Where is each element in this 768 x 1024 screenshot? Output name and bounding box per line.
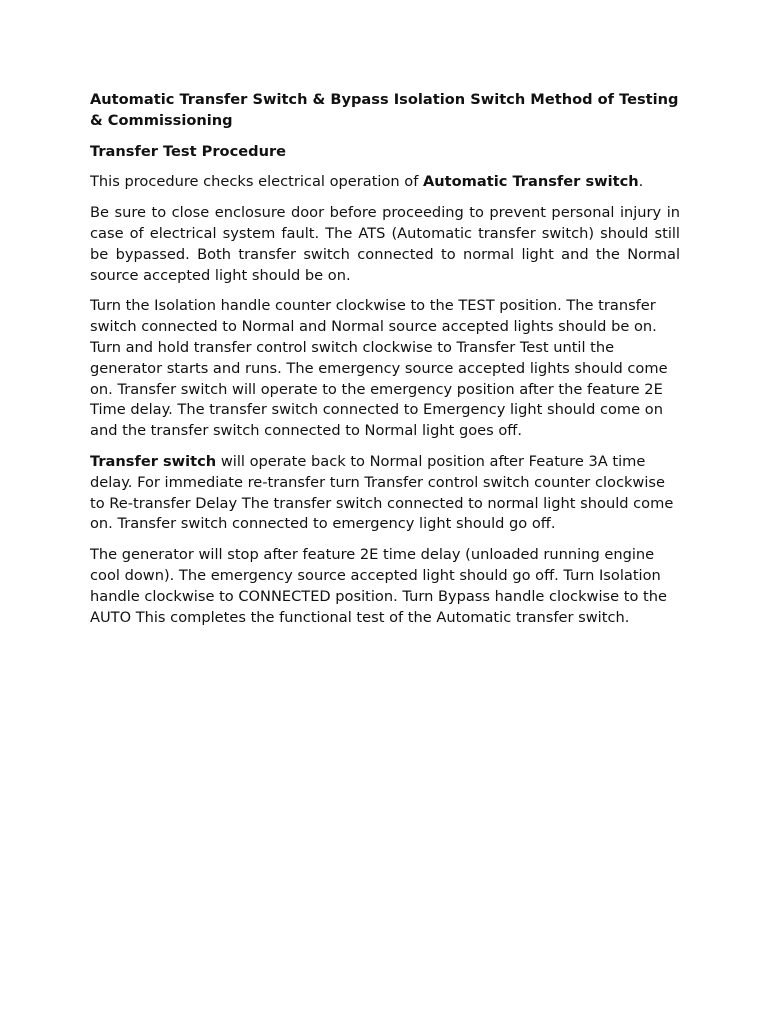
- test-paragraph: Turn the Isolation handle counter clockwise to the TEST position. The transfer switch connected to Normal and Normal source accepted lights should be on. Turn and hold transfer control switch clockwise to Transfer Test until the generator starts and runs. The emergency source accepted lights should come on. Transfer switch will operate to the emergency position after the feature 2E Time delay. The transfer switch connected to Emergency light should come on and the transfer switch connected to Normal light goes off.: [90, 297, 668, 440]
- retransfer-paragraph: [90, 452, 680, 535]
- retransfer-text: will operate back to Normal position after Feature 3A time delay. For immediate re-transfer turn Transfer control switch counter clockwise to Re-transfer Delay The transfer switch connected to normal light should come on. Transfer switch connected to emergency light should go off.: [90, 452, 674, 533]
- intro-paragraph: [90, 172, 680, 193]
- final-paragraph: The generator will stop after feature 2E time delay (unloaded running engine cool down). The emergency source accepted light should go off. Turn Isolation handle clockwise to CONNECTED position. Turn Bypass handle clockwise to the AUTO This completes the functional test of the Automatic transfer switch.: [90, 546, 667, 626]
- document-title: Automatic Transfer Switch & Bypass Isolation Switch Method of Testing & Commissioning: [90, 91, 679, 129]
- retransfer-bold-term: Transfer switch: [90, 452, 217, 470]
- safety-paragraph: Be sure to close enclosure door before proceeding to prevent personal injury in case of electrical system fault. The ATS (Automatic transfer switch) should still be bypassed. Both transfer switch connected to normal light and the Normal source accepted light should be on.: [90, 204, 680, 284]
- document-page: [90, 90, 680, 638]
- intro-text-end: .: [638, 173, 644, 191]
- intro-text: This procedure checks electrical operation of: [90, 173, 423, 191]
- intro-bold-term: Automatic Transfer switch: [423, 173, 639, 191]
- section-heading: Transfer Test Procedure: [90, 142, 287, 160]
